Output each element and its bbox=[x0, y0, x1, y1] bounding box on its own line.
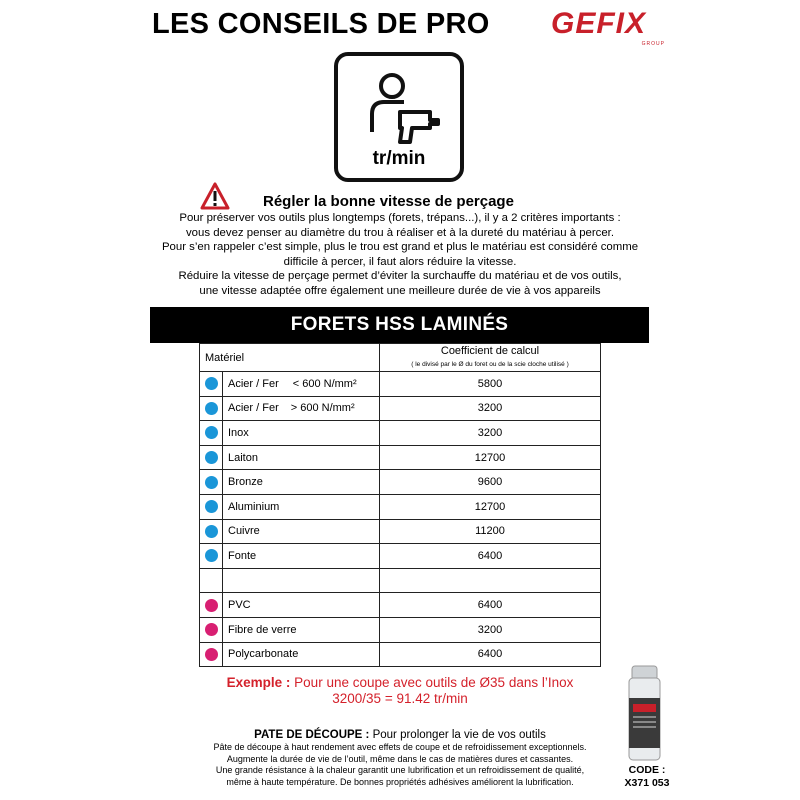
material-cell bbox=[223, 617, 380, 642]
material-cell bbox=[223, 470, 380, 495]
material-name: Bronze bbox=[228, 476, 263, 489]
material-name: Polycarbonate bbox=[228, 648, 299, 661]
material-cell bbox=[223, 544, 380, 569]
table-row bbox=[200, 445, 601, 470]
table-row bbox=[200, 593, 601, 618]
brand-tagline: GROUP bbox=[641, 41, 665, 47]
table-row bbox=[200, 568, 601, 593]
pate-line: Pâte de découpe à haut rendement avec effets de coupe et de refroidissement exceptionnels. bbox=[213, 742, 587, 752]
coefficient-value: 5800 bbox=[380, 372, 601, 397]
pate-subtitle: Pour prolonger la vie de vos outils bbox=[372, 729, 546, 741]
page-title: LES CONSEILS DE PRO bbox=[152, 8, 490, 40]
material-cell bbox=[223, 445, 380, 470]
material-name: Cuivre bbox=[228, 525, 260, 538]
coefficient-value: 6400 bbox=[380, 642, 601, 667]
material-cell bbox=[223, 372, 380, 397]
example-label: Exemple : bbox=[226, 675, 291, 690]
rpm-label: tr/min bbox=[372, 148, 426, 169]
table-row bbox=[200, 470, 601, 495]
advice-line: une vitesse adaptée offre également une meilleure durée de vie à vos appareils bbox=[199, 284, 601, 297]
material-cell bbox=[223, 421, 380, 446]
material-cell bbox=[223, 642, 380, 667]
example-formula: 3200/35 = 91.42 tr/min bbox=[332, 691, 468, 706]
category-cell bbox=[200, 544, 223, 569]
material-name: Laiton bbox=[228, 451, 258, 464]
material-name: PVC bbox=[228, 599, 251, 612]
pate-line: Augmente la durée de vie de l’outil, même dans le cas de matières dures et cassantes. bbox=[226, 753, 574, 764]
metal-category-dot-icon bbox=[205, 451, 218, 464]
material-name: Inox bbox=[228, 426, 249, 439]
category-cell bbox=[200, 445, 223, 470]
warning-triangle-icon bbox=[200, 182, 230, 210]
product-code bbox=[612, 764, 682, 790]
product-code-label: CODE : bbox=[628, 764, 666, 776]
advice-line: difficile à percer, il faut alors réduire la vitesse. bbox=[283, 255, 517, 268]
advice-line: Pour s’en rappeler c’est simple, plus le trou est grand et plus le matériau est considéré comme bbox=[161, 241, 639, 254]
metal-category-dot-icon bbox=[205, 476, 218, 489]
advice-title: Régler la bonne vitesse de perçage bbox=[263, 193, 514, 210]
material-name: Acier / Fer bbox=[228, 402, 279, 415]
brand-name: GEFIX bbox=[551, 7, 647, 40]
coefficient-table bbox=[199, 343, 601, 667]
category-cell bbox=[200, 568, 223, 593]
product-code-value: X371 053 bbox=[624, 777, 670, 789]
header-coefficient-note: ( le divisé par le Ø du foret ou de la scie cloche utilisé ) bbox=[411, 360, 569, 368]
material-cell bbox=[223, 396, 380, 421]
category-cell bbox=[200, 396, 223, 421]
metal-category-dot-icon bbox=[205, 402, 218, 415]
material-name: Fibre de verre bbox=[228, 623, 297, 636]
header-material: Matériel bbox=[200, 344, 380, 372]
table-row bbox=[200, 642, 601, 667]
material-name: Fonte bbox=[228, 549, 257, 562]
metal-category-dot-icon bbox=[205, 500, 218, 513]
coefficient-value: 11200 bbox=[380, 519, 601, 544]
pate-line: Une grande résistance à la chaleur garantit une lubrification et un refroidissement de qualité, bbox=[215, 765, 585, 776]
coefficient-value: 9600 bbox=[380, 470, 601, 495]
coefficient-value: 12700 bbox=[380, 445, 601, 470]
table-row bbox=[200, 544, 601, 569]
advice-line: vous devez penser au diamètre du trou à réaliser et à la dureté du matériau à percer. bbox=[185, 226, 615, 239]
advice-line: Pour préserver vos outils plus longtemps (forets, trépans...), il y a 2 critères importants : bbox=[179, 212, 621, 224]
example-text: Pour une coupe avec outils de Ø35 dans l’Inox bbox=[294, 675, 574, 690]
table-row bbox=[200, 519, 601, 544]
material-name: Acier / Fer bbox=[228, 377, 279, 390]
category-cell bbox=[200, 642, 223, 667]
header-coefficient bbox=[380, 344, 601, 372]
material-cell bbox=[223, 519, 380, 544]
table-header-row bbox=[200, 344, 601, 372]
spray-can-icon bbox=[626, 664, 663, 762]
coefficient-value: 6400 bbox=[380, 593, 601, 618]
material-spec: < 600 N/mm² bbox=[292, 377, 357, 390]
coefficient-value bbox=[380, 568, 601, 593]
material-cell bbox=[223, 568, 380, 593]
coefficient-value: 3200 bbox=[380, 396, 601, 421]
material-name: Aluminium bbox=[228, 500, 280, 513]
table-banner: FORETS HSS LAMINÉS bbox=[150, 307, 649, 343]
drill-speed-icon-box bbox=[334, 52, 464, 182]
example-line bbox=[150, 675, 650, 691]
category-cell bbox=[200, 593, 223, 618]
metal-category-dot-icon bbox=[205, 525, 218, 538]
advice-line: Réduire la vitesse de perçage permet d’éviter la surchauffe du matériau et de vos outils, bbox=[178, 270, 622, 283]
table-row bbox=[200, 396, 601, 421]
table-row bbox=[200, 617, 601, 642]
coefficient-value: 3200 bbox=[380, 421, 601, 446]
metal-category-dot-icon bbox=[205, 377, 218, 390]
pate-line: même à haute température. De bonnes propriétés adhésives améliorent la lubrification. bbox=[226, 776, 574, 787]
plastic-category-dot-icon bbox=[205, 599, 218, 612]
material-cell bbox=[223, 593, 380, 618]
gefix-logo bbox=[551, 9, 669, 45]
category-cell bbox=[200, 372, 223, 397]
coefficient-value: 6400 bbox=[380, 544, 601, 569]
table-row bbox=[200, 494, 601, 519]
header-coefficient-label: Coefficient de calcul bbox=[440, 344, 540, 357]
pate-title: PATE DE DÉCOUPE : bbox=[254, 729, 370, 741]
category-cell bbox=[200, 519, 223, 544]
category-cell bbox=[200, 421, 223, 446]
category-cell bbox=[200, 617, 223, 642]
pate-block bbox=[180, 728, 620, 788]
plastic-category-dot-icon bbox=[205, 648, 218, 661]
material-cell bbox=[223, 494, 380, 519]
example-block bbox=[150, 675, 650, 707]
category-cell bbox=[200, 470, 223, 495]
plastic-category-dot-icon bbox=[205, 623, 218, 636]
worker-drill-icon bbox=[338, 60, 460, 150]
category-cell bbox=[200, 494, 223, 519]
pate-heading bbox=[180, 728, 620, 742]
material-spec: > 600 N/mm² bbox=[290, 402, 355, 415]
metal-category-dot-icon bbox=[205, 549, 218, 562]
coefficient-value: 12700 bbox=[380, 494, 601, 519]
table-row bbox=[200, 372, 601, 397]
table-row bbox=[200, 421, 601, 446]
coefficient-value: 3200 bbox=[380, 617, 601, 642]
advice-text bbox=[150, 211, 650, 299]
metal-category-dot-icon bbox=[205, 426, 218, 439]
